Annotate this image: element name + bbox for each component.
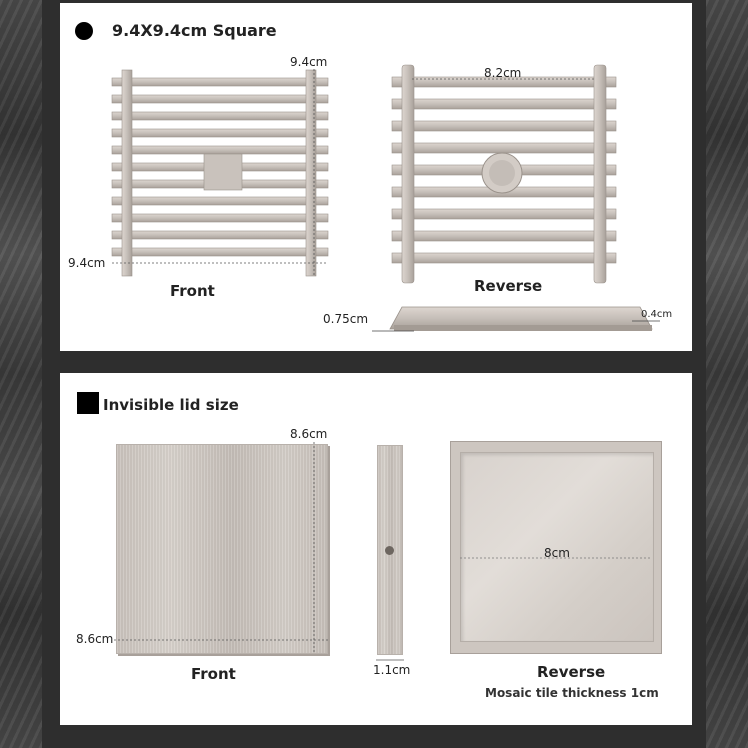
side-right-thickness-label: 0.4cm: [641, 309, 673, 320]
square-reverse-grate-image: [390, 63, 620, 288]
reverse-width-label: 8.2cm: [484, 66, 522, 80]
lid-reverse-width-label: 8cm: [544, 546, 570, 560]
square-section-title: 9.4X9.4cm Square: [112, 21, 277, 40]
square-grate-panel: [60, 3, 692, 351]
lid-front-caption: Front: [191, 665, 236, 683]
lid-reverse-caption: Reverse: [537, 663, 606, 681]
stone-background-right: [706, 0, 748, 748]
lid-section-title: Invisible lid size: [103, 396, 239, 414]
lid-front-width-label: 8.6cm: [290, 427, 328, 441]
square-side-profile-image: [370, 299, 660, 339]
invisible-lid-panel: [60, 373, 692, 725]
lid-side-thickness-label: 1.1cm: [373, 663, 411, 677]
square-bullet-icon: [77, 392, 99, 414]
circle-bullet-icon: [75, 22, 93, 40]
mosaic-tile-thickness-note: Mosaic tile thickness 1cm: [485, 686, 659, 700]
front-dimension-lines: [108, 63, 338, 288]
front-height-label: 9.4cm: [68, 256, 106, 270]
side-left-thickness-label: 0.75cm: [323, 312, 369, 326]
reverse-caption: Reverse: [474, 277, 543, 295]
lid-front-dimension-lines: [110, 438, 335, 658]
lid-side-hole: [385, 546, 394, 555]
lid-front-height-label: 8.6cm: [76, 632, 114, 646]
front-width-label: 9.4cm: [290, 55, 328, 69]
stone-background-left: [0, 0, 42, 748]
front-caption: Front: [170, 282, 215, 300]
